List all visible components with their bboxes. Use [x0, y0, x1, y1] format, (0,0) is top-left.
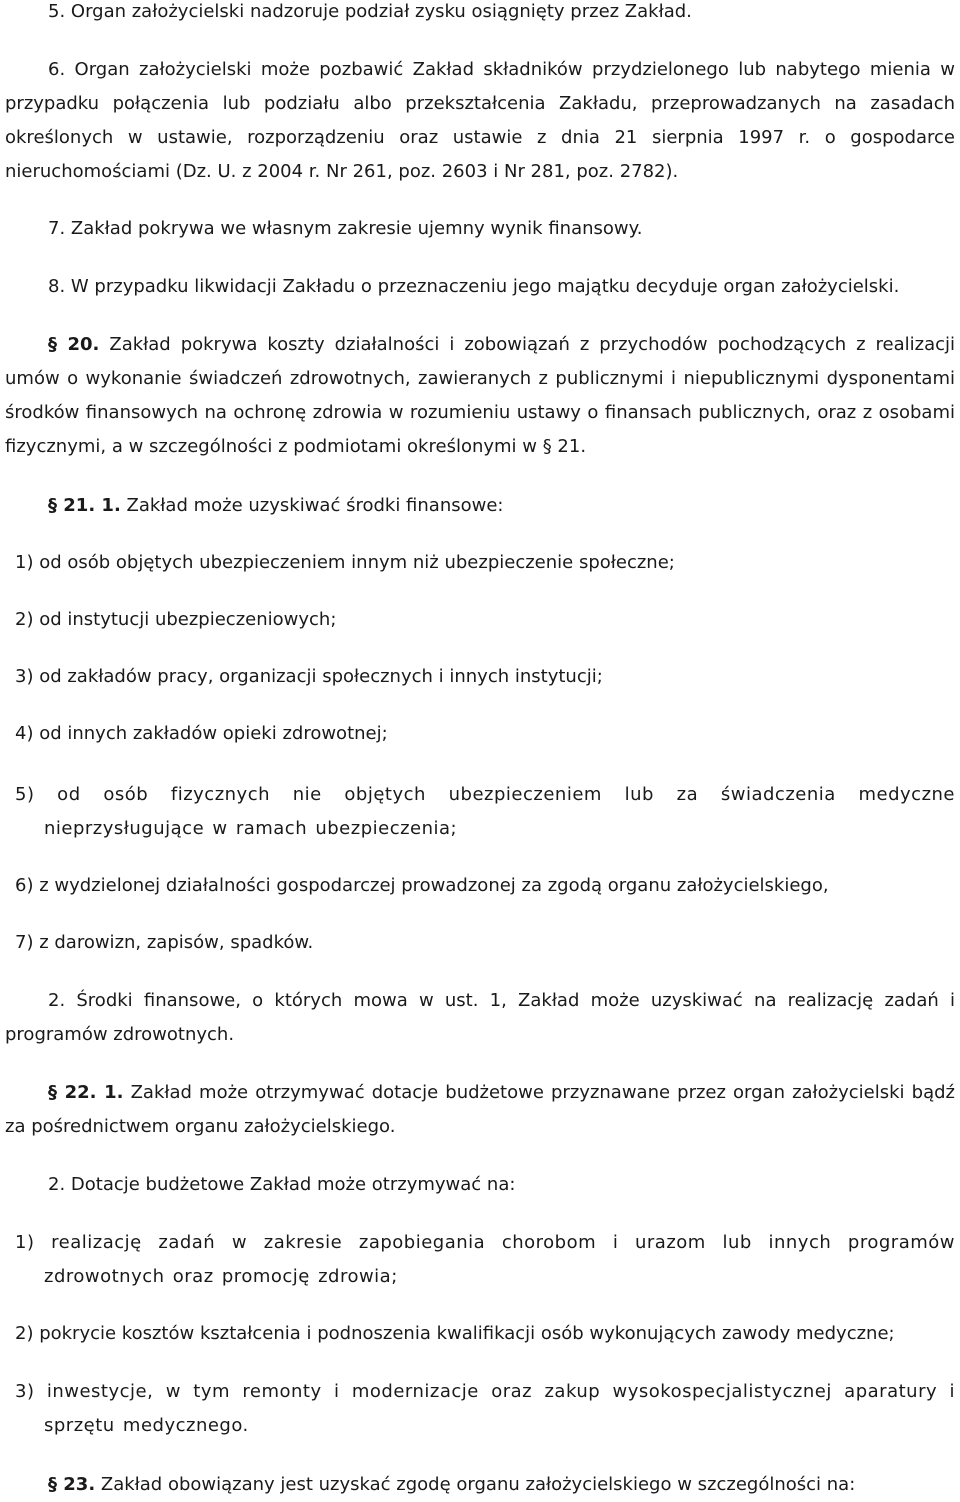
paragraph-5: 5. Organ założycielski nadzoruje podział zysku osiągnięty przez Zakład. [48, 1, 692, 22]
list-item: 4) od innych zakładów opieki zdrowotnej; [15, 723, 388, 744]
paragraph-6: 6. Organ założycielski może pozbawić Zakład składników przydzielonego lub nabytego mienia w przypadku połączenia lub podziału albo przekształcenia Zakładu, przeprowadzanych na zasadach określonych w ustawie, rozporządzeniu oraz ustawie z dnia 21 sierpnia 1997 r. o gospodarce nieruchomościami (Dz. U. z 2004 r. Nr 261, poz. 2603 i Nr 281, poz. 2782). [5, 59, 955, 182]
section-23-text: Zakład obowiązany jest uzyskać zgodę organu założycielskiego w szczególności na: [95, 1474, 856, 1495]
section-20-mark: § 20. [48, 334, 100, 355]
section-22 [5, 1076, 955, 1144]
section-23-mark: § 23. [48, 1474, 96, 1495]
section-23 [5, 1468, 955, 1502]
paragraph-8: 8. W przypadku likwidacji Zakładu o przeznaczeniu jego majątku decyduje organ założycielski. [48, 276, 900, 297]
section-21-paragraph-2: 2. Środki finansowe, o których mowa w ust. 1, Zakład może uzyskiwać na realizację zadań i programów zdrowotnych. [5, 990, 955, 1045]
section-21-mark: § 21. 1. [48, 495, 121, 516]
list-item: 5) od osób fizycznych nie objętych ubezpieczeniem lub za świadczenia medyczne nieprzysługujące w ramach ubezpieczenia; [15, 784, 955, 839]
section-21-text: Zakład może uzyskiwać środki finansowe: [120, 495, 504, 516]
section-20-text: Zakład pokrywa koszty działalności i zobowiązań z przychodów pochodzących z realizacji umów o wykonanie świadczeń zdrowotnych, zawieranych z publicznymi i niepublicznymi dysponentami środków finansowych na ochronę zdrowia w rozumieniu ustawy o finansach publicznych, oraz z osobami fizycznymi, a w szczególności z podmiotami określonymi w § 21. [5, 334, 955, 457]
list-item: 1) od osób objętych ubezpieczeniem innym niż ubezpieczenie społeczne; [15, 552, 675, 573]
list-item: 7) z darowizn, zapisów, spadków. [15, 932, 314, 953]
section-21 [5, 489, 955, 523]
section-20 [5, 328, 955, 464]
section-22-text: Zakład może otrzymywać dotacje budżetowe przyznawane przez organ założycielski bądź za pośrednictwem organu założycielskiego. [5, 1082, 955, 1137]
list-item: 3) inwestycje, w tym remonty i modernizacje oraz zakup wysokospecjalistycznej aparatury i sprzętu medycznego. [15, 1381, 955, 1436]
section-22-paragraph-2: 2. Dotacje budżetowe Zakład może otrzymywać na: [48, 1174, 516, 1195]
list-item: 1) realizację zadań w zakresie zapobiegania chorobom i urazom lub innych programów zdrowotnych oraz promocję zdrowia; [15, 1232, 955, 1287]
list-item: 3) od zakładów pracy, organizacji społecznych i innych instytucji; [15, 666, 603, 687]
list-item: 2) pokrycie kosztów kształcenia i podnoszenia kwalifikacji osób wykonujących zawody medyczne; [15, 1323, 895, 1344]
list-item: 2) od instytucji ubezpieczeniowych; [15, 609, 337, 630]
paragraph-7: 7. Zakład pokrywa we własnym zakresie ujemny wynik finansowy. [48, 218, 643, 239]
list-item: 6) z wydzielonej działalności gospodarczej prowadzonej za zgodą organu założycielskiego, [15, 875, 829, 896]
section-22-mark: § 22. 1. [48, 1082, 124, 1103]
